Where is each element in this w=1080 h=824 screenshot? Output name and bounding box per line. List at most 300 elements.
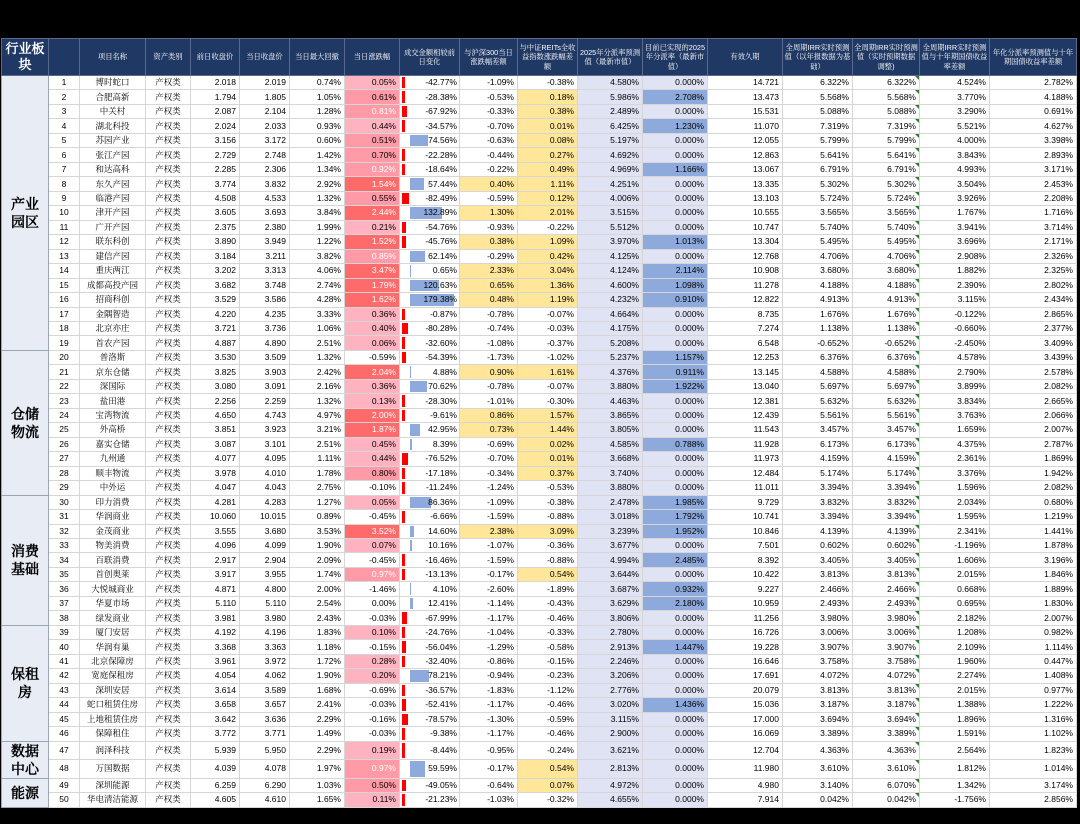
max-drawdown: 3.82%: [290, 249, 345, 263]
max-drawdown: 2.29%: [290, 741, 345, 760]
dist-realized: 0.000%: [643, 321, 708, 335]
close: 3.955: [240, 567, 290, 581]
irr-realtime: 5.799%: [853, 133, 920, 147]
duration: 17.000: [708, 712, 783, 726]
turnover-value: -9.38%: [430, 728, 457, 739]
table-row[interactable]: [2, 625, 1077, 639]
duration: 16.069: [708, 727, 783, 741]
table-row[interactable]: [2, 249, 1077, 263]
irr-spread: 3.290%: [920, 104, 990, 118]
dist-spread: 2.856%: [990, 793, 1077, 807]
prev-close: 6.259: [191, 778, 240, 792]
vs-csi300: -1.14%: [460, 596, 518, 610]
max-drawdown: 0.74%: [290, 76, 345, 90]
dist-forecast: 2.246%: [578, 654, 643, 668]
table-row[interactable]: [2, 336, 1077, 350]
row-index: 24: [49, 408, 80, 422]
header-close[interactable]: 当日收盘价: [240, 39, 290, 76]
table-row[interactable]: [2, 264, 1077, 278]
table-row[interactable]: [2, 698, 1077, 712]
irr-spread: 1.596%: [920, 481, 990, 495]
irr-annual: 5.495%: [783, 235, 853, 249]
dist-realized: 0.000%: [643, 611, 708, 625]
turnover-change: [400, 778, 460, 792]
asset-class: 产权类: [146, 640, 191, 654]
table-row[interactable]: [2, 437, 1077, 451]
turnover-value: -9.61%: [430, 410, 457, 421]
dist-spread: 0.447%: [990, 654, 1077, 668]
max-drawdown: 1.32%: [290, 191, 345, 205]
row-index: 35: [49, 567, 80, 581]
table-row[interactable]: [2, 727, 1077, 741]
row-index: 33: [49, 539, 80, 553]
daily-change: 0.80%: [345, 466, 400, 480]
dist-forecast: 4.664%: [578, 307, 643, 321]
comment-marker-icon: [915, 279, 919, 283]
table-row[interactable]: [2, 321, 1077, 335]
irr-spread: 4.375%: [920, 437, 990, 451]
header-max-drawdown[interactable]: 当日最大回撤: [290, 39, 345, 76]
turnover-value: 62.14%: [428, 250, 457, 261]
prev-close: 3.184: [191, 249, 240, 263]
asset-class: 产权类: [146, 510, 191, 524]
vs-reits-index: 0.49%: [518, 162, 578, 176]
irr-annual: 3.694%: [783, 712, 853, 726]
header-dist-realized[interactable]: 目前已实现的2025年分派率（最新市值）: [643, 39, 708, 76]
table-row[interactable]: [2, 278, 1077, 292]
daily-change: 3.47%: [345, 264, 400, 278]
dist-spread: 1.219%: [990, 510, 1077, 524]
close: 3.636: [240, 712, 290, 726]
dist-realized: 0.788%: [643, 437, 708, 451]
header-change[interactable]: 当日涨跌幅: [345, 39, 400, 76]
dist-realized: 0.000%: [643, 206, 708, 220]
irr-annual: 4.588%: [783, 365, 853, 379]
header-prev-close[interactable]: 前日收盘价: [191, 39, 240, 76]
turnover-value: 0.65%: [432, 265, 457, 276]
close: 3.771: [240, 727, 290, 741]
dist-spread: 0.982%: [990, 625, 1077, 639]
row-index: 42: [49, 669, 80, 683]
row-index: 50: [49, 793, 80, 807]
irr-spread: 1.659%: [920, 423, 990, 437]
asset-class: 产权类: [146, 162, 191, 176]
table-row[interactable]: [2, 611, 1077, 625]
table-row[interactable]: [2, 104, 1077, 118]
daily-change: 0.07%: [345, 539, 400, 553]
daily-change: 0.50%: [345, 778, 400, 792]
turnover-value: -76.52%: [425, 453, 457, 464]
row-index: 16: [49, 293, 80, 307]
dist-spread: 1.716%: [990, 206, 1077, 220]
dist-spread: 2.007%: [990, 611, 1077, 625]
vs-csi300: -0.22%: [460, 162, 518, 176]
turnover-value: -67.92%: [425, 106, 457, 117]
daily-change: 1.87%: [345, 423, 400, 437]
table-row[interactable]: [2, 495, 1077, 509]
dist-spread: 1.316%: [990, 712, 1077, 726]
dist-realized: 1.985%: [643, 495, 708, 509]
header-project-name[interactable]: 项目名称: [80, 39, 146, 76]
table-row[interactable]: [2, 567, 1077, 581]
turnover-value: -67.99%: [425, 612, 457, 623]
turnover-value: 132.89%: [423, 207, 457, 218]
irr-spread: 4.578%: [920, 350, 990, 364]
row-index: 39: [49, 625, 80, 639]
dist-forecast: 3.018%: [578, 510, 643, 524]
irr-spread: -2.450%: [920, 336, 990, 350]
row-index: 34: [49, 553, 80, 567]
irr-spread: 2.015%: [920, 567, 990, 581]
irr-spread: 1.591%: [920, 727, 990, 741]
dist-forecast: 6.425%: [578, 119, 643, 133]
turnover-change: [400, 408, 460, 422]
prev-close: 3.087: [191, 437, 240, 451]
asset-class: 产权类: [146, 336, 191, 350]
table-row[interactable]: [2, 466, 1077, 480]
vs-csi300: -0.94%: [460, 669, 518, 683]
table-row[interactable]: [2, 793, 1077, 807]
irr-realtime: 6.376%: [853, 350, 920, 364]
daily-change: 0.70%: [345, 148, 400, 162]
max-drawdown: 2.16%: [290, 379, 345, 393]
table-row[interactable]: [2, 640, 1077, 654]
comment-marker-icon: [915, 250, 919, 254]
table-row[interactable]: [2, 293, 1077, 307]
row-index: 47: [49, 741, 80, 760]
project-name: 北京保障房: [80, 654, 146, 668]
sector-cell: 数据中心: [2, 741, 49, 778]
irr-annual: 3.907%: [783, 640, 853, 654]
irr-spread: 2.908%: [920, 249, 990, 263]
irr-realtime: 3.813%: [853, 567, 920, 581]
prev-close: 2.087: [191, 104, 240, 118]
header-duration[interactable]: 有效久期: [708, 39, 783, 76]
table-row[interactable]: [2, 148, 1077, 162]
table-row[interactable]: [2, 133, 1077, 147]
vs-csi300: -1.07%: [460, 539, 518, 553]
irr-annual: 5.568%: [783, 90, 853, 104]
project-name: 顺丰物流: [80, 466, 146, 480]
max-drawdown: 2.51%: [290, 336, 345, 350]
header-turnover-change[interactable]: 成交金额相较前日变化: [400, 39, 460, 76]
dist-forecast: 3.740%: [578, 466, 643, 480]
asset-class: 产权类: [146, 191, 191, 205]
comment-marker-icon: [915, 177, 919, 181]
vs-reits-index: 1.57%: [518, 408, 578, 422]
table-row[interactable]: [2, 191, 1077, 205]
duration: 10.555: [708, 206, 783, 220]
dist-forecast: 3.020%: [578, 698, 643, 712]
header-sector[interactable]: 行业板块: [2, 39, 49, 76]
max-drawdown: 1.99%: [290, 220, 345, 234]
dist-forecast: 3.677%: [578, 539, 643, 553]
header-row: [2, 39, 1077, 76]
row-index: 9: [49, 191, 80, 205]
table-row[interactable]: [2, 524, 1077, 538]
vs-reits-index: -0.33%: [518, 625, 578, 639]
daily-change: -0.03%: [345, 698, 400, 712]
vs-csi300: 1.30%: [460, 206, 518, 220]
max-drawdown: 1.27%: [290, 495, 345, 509]
header-dist-forecast[interactable]: 2025年分派率预测值（最新市值）: [578, 39, 643, 76]
turnover-change: [400, 336, 460, 350]
turnover-value: -52.41%: [425, 699, 457, 710]
project-name: 上地租赁住房: [80, 712, 146, 726]
vs-reits-index: 0.54%: [518, 760, 578, 779]
table-row[interactable]: [2, 712, 1077, 726]
comment-marker-icon: [915, 365, 919, 369]
max-drawdown: 1.90%: [290, 539, 345, 553]
header-dist-spread[interactable]: 年化分派率预测值与十年期国债收益率差额: [990, 39, 1077, 76]
prev-close: 3.721: [191, 321, 240, 335]
vs-csi300: -1.24%: [460, 481, 518, 495]
irr-annual: 3.006%: [783, 625, 853, 639]
vs-reits-index: 3.09%: [518, 524, 578, 538]
dist-realized: 2.180%: [643, 596, 708, 610]
dist-forecast: 2.489%: [578, 104, 643, 118]
header-vs-reits-index[interactable]: 与中证REITs全收益指数涨跌幅差额: [518, 39, 578, 76]
close: 3.657: [240, 698, 290, 712]
irr-realtime: 5.495%: [853, 235, 920, 249]
vs-reits-index: -0.43%: [518, 596, 578, 610]
irr-realtime: 5.088%: [853, 104, 920, 118]
project-name: 北京亦庄: [80, 321, 146, 335]
asset-class: 产权类: [146, 539, 191, 553]
turnover-change: [400, 466, 460, 480]
vs-reits-index: 0.42%: [518, 249, 578, 263]
irr-annual: 5.740%: [783, 220, 853, 234]
duration: 16.646: [708, 654, 783, 668]
irr-spread: 3.376%: [920, 466, 990, 480]
header-index-blank[interactable]: [49, 39, 80, 76]
table-row[interactable]: [2, 760, 1077, 779]
table-row[interactable]: [2, 379, 1077, 393]
table-row[interactable]: [2, 423, 1077, 437]
comment-marker-icon: [915, 119, 919, 123]
turnover-change: [400, 394, 460, 408]
vs-reits-index: 0.02%: [518, 437, 578, 451]
vs-csi300: 0.86%: [460, 408, 518, 422]
vs-csi300: -0.70%: [460, 119, 518, 133]
turnover-change: [400, 452, 460, 466]
table-row[interactable]: [2, 177, 1077, 191]
irr-annual: 3.457%: [783, 423, 853, 437]
duration: 12.381: [708, 394, 783, 408]
table-row[interactable]: [2, 220, 1077, 234]
duration: 4.980: [708, 778, 783, 792]
project-name: 湖北科投: [80, 119, 146, 133]
dist-realized: 0.000%: [643, 452, 708, 466]
table-row[interactable]: [2, 307, 1077, 321]
irr-realtime: 3.187%: [853, 698, 920, 712]
asset-class: 产权类: [146, 669, 191, 683]
prev-close: 3.658: [191, 698, 240, 712]
turnover-value: 8.39%: [432, 438, 457, 449]
table-row[interactable]: [2, 90, 1077, 104]
dist-forecast: 3.880%: [578, 481, 643, 495]
header-asset-class[interactable]: 资产类别: [146, 39, 191, 76]
table-row[interactable]: [2, 365, 1077, 379]
max-drawdown: 1.90%: [290, 669, 345, 683]
comment-marker-icon: [915, 669, 919, 673]
table-row[interactable]: [2, 162, 1077, 176]
table-row[interactable]: [2, 119, 1077, 133]
irr-annual: 3.758%: [783, 654, 853, 668]
project-name: 九州通: [80, 452, 146, 466]
turnover-value: 179.38%: [423, 294, 457, 305]
prev-close: 4.871: [191, 582, 240, 596]
vs-csi300: -1.17%: [460, 727, 518, 741]
table-row[interactable]: [2, 235, 1077, 249]
dist-forecast: 4.994%: [578, 553, 643, 567]
turnover-change: [400, 596, 460, 610]
irr-annual: 5.724%: [783, 191, 853, 205]
prev-close: 3.981: [191, 611, 240, 625]
header-vs-csi300[interactable]: 与沪深300当日涨跌幅差额: [460, 39, 518, 76]
daily-change: -0.69%: [345, 683, 400, 697]
prev-close: 3.555: [191, 524, 240, 538]
table-row[interactable]: [2, 553, 1077, 567]
turnover-change: [400, 104, 460, 118]
daily-change: 0.44%: [345, 452, 400, 466]
project-name: 深圳能源: [80, 778, 146, 792]
asset-class: 产权类: [146, 264, 191, 278]
row-index: 28: [49, 466, 80, 480]
dist-spread: 2.007%: [990, 423, 1077, 437]
max-drawdown: 1.34%: [290, 162, 345, 176]
table-row[interactable]: [2, 481, 1077, 495]
turnover-change: [400, 495, 460, 509]
irr-realtime: 3.405%: [853, 553, 920, 567]
asset-class: 产权类: [146, 567, 191, 581]
comment-marker-icon: [915, 90, 919, 94]
prev-close: 3.772: [191, 727, 240, 741]
table-row[interactable]: [2, 408, 1077, 422]
project-name: 合肥高新: [80, 90, 146, 104]
table-row[interactable]: [2, 539, 1077, 553]
vs-reits-index: 0.12%: [518, 191, 578, 205]
dist-spread: 2.325%: [990, 264, 1077, 278]
max-drawdown: 3.21%: [290, 423, 345, 437]
table-row[interactable]: [2, 452, 1077, 466]
row-index: 7: [49, 162, 80, 176]
irr-annual: 4.159%: [783, 452, 853, 466]
table-row[interactable]: [2, 206, 1077, 220]
turnover-change: [400, 177, 460, 191]
row-index: 49: [49, 778, 80, 792]
turnover-value: -11.24%: [425, 482, 457, 493]
sector-cell: 保租房: [2, 625, 49, 741]
project-name: 厦门安居: [80, 625, 146, 639]
irr-realtime: 5.302%: [853, 177, 920, 191]
table-row[interactable]: [2, 394, 1077, 408]
table-row[interactable]: [2, 669, 1077, 683]
row-index: 2: [49, 90, 80, 104]
duration: 15.036: [708, 698, 783, 712]
asset-class: 产权类: [146, 495, 191, 509]
close: 4.099: [240, 539, 290, 553]
vs-csi300: -0.29%: [460, 249, 518, 263]
irr-realtime: 5.568%: [853, 90, 920, 104]
vs-csi300: -1.01%: [460, 394, 518, 408]
vs-reits-index: -0.30%: [518, 394, 578, 408]
project-name: 华润有巢: [80, 640, 146, 654]
header-irr-realtime[interactable]: 全周期IRR实时预测值（实时预期数据调整): [853, 39, 920, 76]
row-index: 14: [49, 264, 80, 278]
table-row[interactable]: [2, 683, 1077, 697]
table-row[interactable]: [2, 654, 1077, 668]
close: 2.748: [240, 148, 290, 162]
row-index: 12: [49, 235, 80, 249]
project-name: 物美消费: [80, 539, 146, 553]
irr-realtime: 3.565%: [853, 206, 920, 220]
prev-close: 3.530: [191, 350, 240, 364]
turnover-value: -45.76%: [425, 236, 457, 247]
daily-change: 0.97%: [345, 567, 400, 581]
prev-close: 4.650: [191, 408, 240, 422]
irr-annual: 6.322%: [783, 76, 853, 90]
irr-annual: 3.680%: [783, 264, 853, 278]
table-row[interactable]: [2, 596, 1077, 610]
dist-forecast: 4.006%: [578, 191, 643, 205]
irr-spread: 1.606%: [920, 553, 990, 567]
irr-spread: 4.524%: [920, 76, 990, 90]
irr-realtime: 3.394%: [853, 510, 920, 524]
max-drawdown: 2.74%: [290, 278, 345, 292]
turnover-value: -32.60%: [425, 337, 457, 348]
asset-class: 产权类: [146, 683, 191, 697]
dist-spread: 1.441%: [990, 524, 1077, 538]
irr-spread: 2.109%: [920, 640, 990, 654]
max-drawdown: 3.53%: [290, 524, 345, 538]
dist-spread: 3.398%: [990, 133, 1077, 147]
prev-close: 4.054: [191, 669, 240, 683]
dist-spread: 1.102%: [990, 727, 1077, 741]
duration: 12.439: [708, 408, 783, 422]
duration: 9.227: [708, 582, 783, 596]
irr-annual: 3.394%: [783, 481, 853, 495]
turnover-change: [400, 611, 460, 625]
irr-spread: 3.504%: [920, 177, 990, 191]
max-drawdown: 1.97%: [290, 760, 345, 779]
duration: 8.392: [708, 553, 783, 567]
max-drawdown: 1.28%: [290, 104, 345, 118]
dist-spread: 2.787%: [990, 437, 1077, 451]
turnover-change: [400, 379, 460, 393]
table-row[interactable]: [2, 582, 1077, 596]
project-name: 成都高投产园: [80, 278, 146, 292]
daily-change: 0.11%: [345, 793, 400, 807]
table-row[interactable]: [2, 741, 1077, 760]
row-index: 17: [49, 307, 80, 321]
header-irr-annual[interactable]: 全周期IRR实时预测值（以年报数据为基础）: [783, 39, 853, 76]
prev-close: 2.375: [191, 220, 240, 234]
turnover-change: [400, 625, 460, 639]
dist-realized: 0.000%: [643, 336, 708, 350]
table-row[interactable]: [2, 510, 1077, 524]
turnover-value: -54.76%: [425, 221, 457, 232]
comment-marker-icon: [915, 779, 919, 783]
table-row[interactable]: [2, 778, 1077, 792]
dist-spread: 0.680%: [990, 495, 1077, 509]
irr-spread: 3.843%: [920, 148, 990, 162]
header-irr-spread[interactable]: 全周期IRR实时预测值与十年期国债收益率差额: [920, 39, 990, 76]
irr-realtime: 3.610%: [853, 760, 920, 779]
prev-close: 3.774: [191, 177, 240, 191]
table-row[interactable]: [2, 76, 1077, 90]
table-row[interactable]: [2, 350, 1077, 364]
